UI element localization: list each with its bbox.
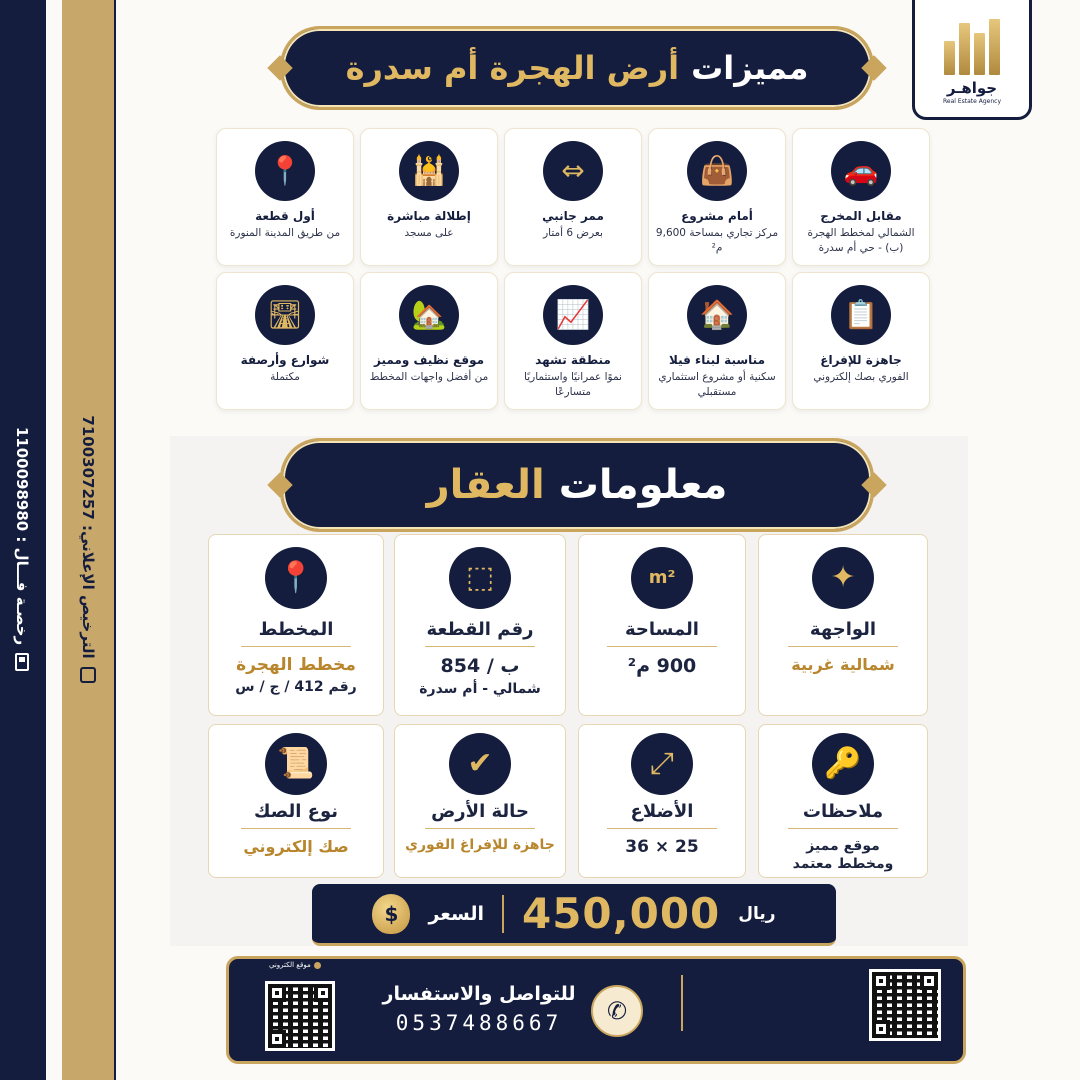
feature-title: موقع نظيف ومميز [373, 353, 485, 367]
info-card-facade [758, 534, 928, 716]
info-value: 900 م² [627, 655, 697, 677]
contact-bar [226, 956, 966, 1064]
feature-title: جاهزة للإفراغ [820, 353, 902, 367]
info-card-scheme [208, 534, 384, 716]
info-value: موقع مميز ومخطط معتمد [792, 838, 894, 873]
feature-card-exit [792, 128, 930, 266]
growth-chart-icon: 📈 [543, 285, 603, 345]
info-divider [241, 828, 351, 829]
compass-icon: ✦ [812, 547, 874, 609]
car-icon: 🚗 [831, 141, 891, 201]
info-card-sides [578, 724, 746, 878]
feature-desc: الشمالي لمخطط الهجرة (ب) - حي أم سدرة [807, 227, 915, 255]
info-label: الواجهة [809, 619, 877, 640]
feature-desc: نموًا عمرانيًا واستثماريًا متسارعًا [524, 371, 622, 399]
info-divider [788, 828, 898, 829]
feature-desc: على مسجد [404, 227, 454, 239]
info-label: حالة الأرض [431, 801, 529, 822]
contact-qr-code[interactable] [869, 969, 941, 1041]
price-bar [312, 884, 836, 946]
road-icon: 🛣 [255, 285, 315, 345]
features-title-banner [280, 26, 874, 110]
map-pin-icon: 📍 [265, 547, 327, 609]
price-label: السعر [428, 902, 484, 925]
info-label: المساحة [625, 619, 699, 640]
website-qr-code[interactable] [265, 981, 335, 1051]
info-card-plot [394, 534, 566, 716]
mosque-icon: 🕌 [399, 141, 459, 201]
info-value: 25 × 36 [625, 837, 699, 857]
logo-subtitle: Real Estate Agency [943, 98, 1001, 105]
feature-title: شوارع وأرصفة [240, 353, 330, 367]
verified-badge-icon: ✔ [449, 733, 511, 795]
price-divider [502, 895, 504, 933]
info-divider [607, 646, 717, 647]
info-title-white: معلومات [558, 462, 728, 508]
price-currency: ريال [738, 903, 776, 924]
website-dot-icon [314, 962, 321, 969]
license-card-icon [15, 653, 29, 671]
feature-card-project [648, 128, 786, 266]
feature-title: ممر جانبي [542, 209, 604, 223]
feature-title: إطلالة مباشرة [387, 209, 471, 223]
feature-card-clean-site [360, 272, 498, 410]
info-title-banner [280, 438, 874, 532]
fal-license-text: رخصـة فـــال : 1100098980 [13, 409, 31, 689]
feature-title: أمام مشروع [681, 209, 753, 223]
feature-card-ready [792, 272, 930, 410]
info-card-area [578, 534, 746, 716]
feature-card-growth [504, 272, 642, 410]
ad-license-text: الترخيص الإعلاني: 7100307257 [79, 399, 97, 699]
info-divider [425, 828, 535, 829]
info-label: الأضلاع [630, 801, 694, 822]
info-value: شمالية غربية [791, 655, 895, 674]
villa-icon: 🏠 [687, 285, 747, 345]
info-divider [425, 646, 535, 647]
money-bag-icon: $ [372, 894, 410, 934]
shopping-bag-icon: 👜 [687, 141, 747, 201]
feature-title: منطقة تشهد [535, 353, 611, 367]
document-check-icon: 📋 [831, 285, 891, 345]
width-arrows-icon: ⇔ [543, 141, 603, 201]
info-label: المخطط [258, 619, 334, 640]
contact-divider [681, 975, 683, 1031]
info-value: ب / 854 [440, 655, 520, 677]
info-title-gold: العقار [426, 462, 545, 508]
feature-card-passage [504, 128, 642, 266]
plot-frame-icon: ⬚ [449, 547, 511, 609]
feature-desc: سكنية أو مشروع استثماري مستقبلي [658, 371, 776, 399]
info-label: ملاحظات [802, 801, 884, 822]
info-value: مخطط الهجرة [236, 655, 356, 675]
feature-desc: مكتملة [270, 371, 300, 383]
feature-title: مقابل المخرج [820, 209, 902, 223]
contact-cta-text: للتواصل والاستفسار [382, 983, 576, 1005]
feature-card-roads [216, 272, 354, 410]
dimensions-icon: ⤢ [631, 733, 693, 795]
feature-title: مناسبة لبناء فيلا [669, 353, 765, 367]
price-amount: 450,000 [521, 889, 721, 938]
company-logo [912, 0, 1032, 120]
info-divider [241, 646, 351, 647]
features-title-gold: أرض الهجرة أم سدرة [345, 49, 680, 87]
info-value-secondary: رقم 412 / ج / س [235, 679, 357, 695]
info-value: جاهزة للإفراغ الفوري [405, 837, 555, 853]
feature-desc: مركز تجاري بمساحة 9,600 م² [655, 227, 779, 255]
feature-title: أول قطعة [255, 209, 315, 223]
info-label: نوع الصك [253, 801, 339, 822]
strip-divider-line [114, 0, 116, 1080]
info-value-secondary: شمالي - أم سدرة [419, 681, 541, 697]
feature-desc: بعرض 6 أمتار [543, 227, 603, 239]
website-label: موقع الكتروني [269, 961, 321, 969]
feature-desc: من أفضل واجهات المخطط [369, 371, 489, 383]
feature-desc: الفوري بصك إلكتروني [813, 371, 909, 383]
key-house-icon: 🔑 [812, 733, 874, 795]
feature-card-villa [648, 272, 786, 410]
logo-name: جواهـر [946, 79, 998, 97]
location-pin-icon: 📍 [255, 141, 315, 201]
features-title-white: مميزات [691, 49, 809, 87]
info-divider [788, 646, 898, 647]
info-card-deed-type [208, 724, 384, 878]
area-m2-icon: m² [631, 547, 693, 609]
info-card-land-status [394, 724, 566, 878]
certificate-icon: 📜 [265, 733, 327, 795]
feature-card-mosque [360, 128, 498, 266]
contact-cta [379, 983, 579, 1035]
logo-bars-icon [944, 19, 1000, 75]
qr-mini-icon [80, 667, 96, 683]
info-label: رقم القطعة [426, 619, 534, 640]
phone-icon[interactable]: ✆ [591, 985, 643, 1037]
feature-card-first-plot [216, 128, 354, 266]
contact-phone-number[interactable]: 0537488667 [395, 1011, 563, 1035]
house-tree-icon: 🏡 [399, 285, 459, 345]
info-card-notes [758, 724, 928, 878]
info-value: صك إلكتروني [243, 837, 349, 856]
info-divider [607, 828, 717, 829]
feature-desc: من طريق المدينة المنورة [229, 227, 341, 239]
